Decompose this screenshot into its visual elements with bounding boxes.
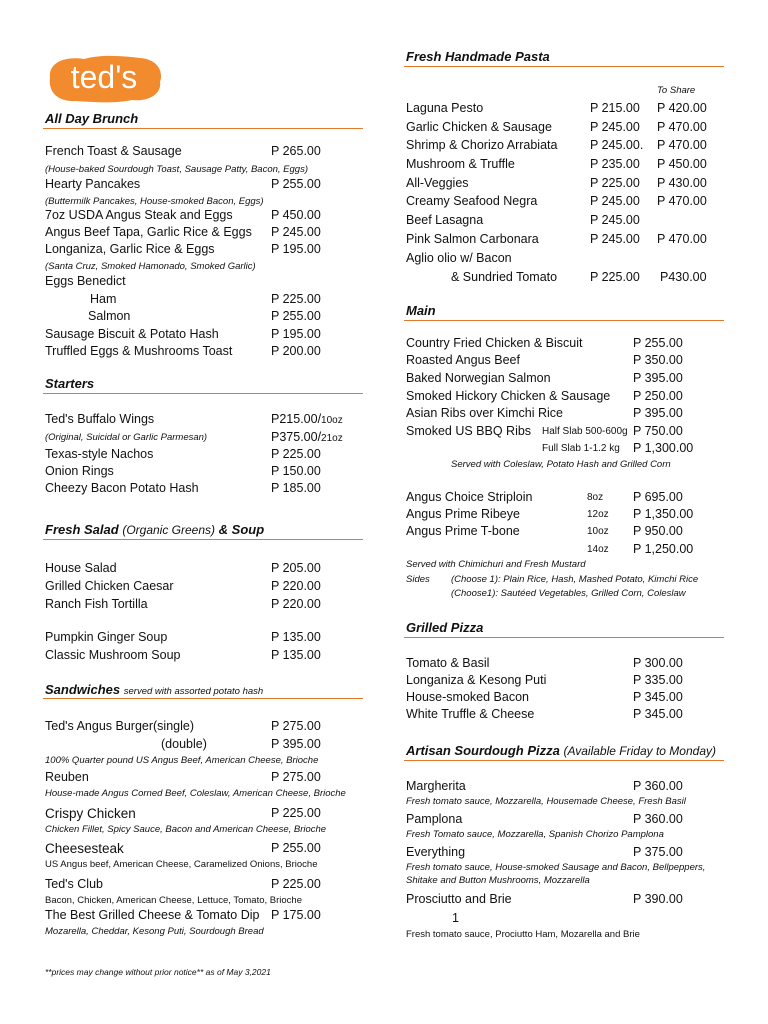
- pasta-item-price: P 225.00: [590, 176, 640, 190]
- pasta-item-name: Mushroom & Truffle: [406, 157, 515, 171]
- brunch-item-name: Ham: [90, 292, 117, 306]
- steak-item-size: 10oz: [587, 526, 609, 537]
- sandwich-item-price: P 225.00: [271, 877, 321, 891]
- wings-note: (Original, Suicidal or Garlic Parmesan): [45, 432, 208, 443]
- sandwich-item-price: P 255.00: [271, 841, 321, 855]
- pasta-item-price: P 245.00.: [590, 138, 644, 152]
- sandwich-item-note: House-made Angus Corned Beef, Coleslaw, American Cheese, Brioche: [45, 788, 346, 799]
- pasta-item-share-price: P 470.00: [657, 194, 707, 208]
- pizza-item-price: P 300.00: [633, 656, 683, 670]
- starter-item-name: Onion Rings: [45, 464, 114, 478]
- pasta-item-name: Garlic Chicken & Sausage: [406, 120, 552, 134]
- steak-item-price: P 950.00: [633, 524, 683, 538]
- brunch-item-name: Sausage Biscuit & Potato Hash: [45, 327, 219, 341]
- burger-note: 100% Quarter pound US Angus Beef, American Cheese, Brioche: [45, 755, 319, 766]
- sourdough-item-note: Fresh tomato sauce, Mozzarella, Housemade Cheese, Fresh Basil: [406, 796, 686, 807]
- pasta-item-share-price: P 450.00: [657, 157, 707, 171]
- brunch-item-name: French Toast & Sausage: [45, 144, 182, 158]
- sourdough-item-price: P 360.00: [633, 812, 683, 826]
- sourdough-item-price: P 375.00: [633, 845, 683, 859]
- brunch-item-note: (House-baked Sourdough Toast, Sausage Patty, Bacon, Eggs): [45, 164, 308, 175]
- logo: [44, 50, 164, 106]
- starter-item-price: P 185.00: [271, 481, 321, 495]
- burger-name: Ted's Angus Burger(single): [45, 719, 194, 733]
- sourdough-item-note: Shitake and Button Mushrooms, Mozzarella: [406, 875, 590, 886]
- brunch-item-price: P 200.00: [271, 344, 321, 358]
- sourdough-title: Artisan Sourdough Pizza (Available Friday to Monday): [406, 743, 716, 758]
- brunch-item-price: P 450.00: [271, 208, 321, 222]
- steak-item-price: P 1,350.00: [633, 507, 694, 521]
- salad-rule: [43, 539, 363, 540]
- sandwich-item-note: Mozarella, Cheddar, Kesong Puti, Sourdough Bread: [45, 926, 264, 937]
- sourdough-item-name: Everything: [406, 845, 466, 859]
- sourdough-rule: [404, 760, 724, 761]
- pizza-item-name: Longaniza & Kesong Puti: [406, 673, 547, 687]
- sourdough-item-name: Margherita: [406, 779, 466, 793]
- sandwich-item-note: Chicken Fillet, Spicy Sauce, Bacon and American Cheese, Brioche: [45, 824, 327, 835]
- pasta-rule: [404, 66, 724, 67]
- main-item-name: Smoked Hickory Chicken & Sausage: [406, 389, 611, 403]
- starter-item-price: P 150.00: [271, 464, 321, 478]
- sourdough-item-note: Fresh Tomato sauce, Mozzarella, Spanish Chorizo Pamplona: [406, 829, 664, 840]
- ribs-name: Smoked US BBQ Ribs: [406, 424, 532, 438]
- steak-sides-label: Sides: [406, 574, 430, 585]
- ribs-note: Served with Coleslaw, Potato Hash and Grilled Corn: [451, 459, 671, 470]
- brunch-item-price: P 195.00: [271, 327, 321, 341]
- steak-item-size: 12oz: [587, 509, 609, 520]
- pasta-item-share-price: P430.00: [660, 270, 707, 284]
- brunch-item-name: Salmon: [88, 309, 131, 323]
- ribs-half-label: Half Slab 500-600g: [542, 426, 628, 437]
- main-item-name: Baked Norwegian Salmon: [406, 371, 551, 385]
- sandwich-item-name: Reuben: [45, 770, 89, 784]
- salad-item-price: P 135.00: [271, 648, 321, 662]
- sandwich-item-price: P 175.00: [271, 908, 321, 922]
- sandwich-item-note: US Angus beef, American Cheese, Caramelized Onions, Brioche: [45, 859, 318, 870]
- main-title: Main: [406, 303, 436, 318]
- pasta-item-name: Beef Lasagna: [406, 213, 484, 227]
- pasta-item-price: P 225.00: [590, 270, 640, 284]
- steak-sides-1: (Choose 1): Plain Rice, Hash, Mashed Potato, Kimchi Rice: [451, 574, 699, 585]
- brunch-item-price: P 255.00: [271, 309, 321, 323]
- main-item-price: P 350.00: [633, 353, 683, 367]
- brunch-item-price: P 195.00: [271, 242, 321, 256]
- pasta-item-name: Laguna Pesto: [406, 101, 484, 115]
- pasta-item-share-price: P 420.00: [657, 101, 707, 115]
- salad-item-price: P 135.00: [271, 630, 321, 644]
- wings-name: Ted's Buffalo Wings: [45, 412, 155, 426]
- steak-item-size: 14oz: [587, 544, 609, 555]
- pasta-title: Fresh Handmade Pasta: [406, 49, 550, 64]
- brunch-item-price: P 245.00: [271, 225, 321, 239]
- main-item-price: P 250.00: [633, 389, 683, 403]
- steak-item-size: 8oz: [587, 492, 604, 503]
- burger-double-price: P 395.00: [271, 737, 321, 751]
- pasta-item-share-price: P 430.00: [657, 176, 707, 190]
- main-item-price: P 395.00: [633, 406, 683, 420]
- brunch-item-name: 7oz USDA Angus Steak and Eggs: [45, 208, 233, 222]
- pasta-item-price: P 235.00: [590, 157, 640, 171]
- sandwiches-rule: [43, 698, 363, 699]
- salad-item-price: P 220.00: [271, 597, 321, 611]
- salad-item-name: Classic Mushroom Soup: [45, 648, 181, 662]
- pasta-item-name: Pink Salmon Carbonara: [406, 232, 539, 246]
- wings-price-10oz: P215.00/10oz: [271, 412, 343, 426]
- main-item-name: Roasted Angus Beef: [406, 353, 520, 367]
- brunch-item-name: Eggs Benedict: [45, 274, 126, 288]
- pasta-item-price: P 245.00: [590, 120, 640, 134]
- pasta-item-price: P 245.00: [590, 194, 640, 208]
- brunch-item-name: Angus Beef Tapa, Garlic Rice & Eggs: [45, 225, 252, 239]
- brunch-item-name: Truffled Eggs & Mushrooms Toast: [45, 344, 233, 358]
- main-item-price: P 395.00: [633, 371, 683, 385]
- sourdough-item-name: Prosciutto and Brie: [406, 892, 512, 906]
- salad-item-price: P 205.00: [271, 561, 321, 575]
- starter-item-price: P 225.00: [271, 447, 321, 461]
- ribs-full-price: P 1,300.00: [633, 441, 694, 455]
- main-rule: [404, 320, 724, 321]
- steak-note: Served with Chimichuri and Fresh Mustard: [406, 559, 586, 570]
- pizza-item-name: House-smoked Bacon: [406, 690, 529, 704]
- pasta-item-name: Creamy Seafood Negra: [406, 194, 538, 208]
- pasta-item-name: All-Veggies: [406, 176, 469, 190]
- brunch-item-price: P 265.00: [271, 144, 321, 158]
- sandwich-item-price: P 275.00: [271, 770, 321, 784]
- brunch-title: All Day Brunch: [45, 111, 139, 126]
- pasta-item-price: P 245.00: [590, 213, 640, 227]
- starters-rule: [43, 393, 363, 394]
- brunch-rule: [43, 128, 363, 129]
- steak-item-name: Angus Prime T-bone: [406, 524, 520, 538]
- salad-item-name: Grilled Chicken Caesar: [45, 579, 174, 593]
- wings-price-21oz: P375.00/21oz: [271, 430, 343, 444]
- sandwich-item-name: Cheesesteak: [45, 841, 124, 856]
- salad-title: Fresh Salad (Organic Greens) & Soup: [45, 522, 265, 537]
- brunch-item-price: P 225.00: [271, 292, 321, 306]
- sandwich-item-name: The Best Grilled Cheese & Tomato Dip: [45, 908, 260, 922]
- sourdough-item-note: Fresh tomato sauce, House-smoked Sausage and Bacon, Bellpeppers,: [406, 862, 706, 873]
- burger-price: P 275.00: [271, 719, 321, 733]
- pizza-item-name: White Truffle & Cheese: [406, 707, 535, 721]
- salad-item-name: Pumpkin Ginger Soup: [45, 630, 168, 644]
- burger-double-label: (double): [161, 737, 207, 751]
- sourdough-item-price: P 360.00: [633, 779, 683, 793]
- pasta-item-share-price: P 470.00: [657, 138, 707, 152]
- pizza-title: Grilled Pizza: [406, 620, 484, 635]
- steak-item-price: P 695.00: [633, 490, 683, 504]
- pizza-item-price: P 335.00: [633, 673, 683, 687]
- salad-item-name: House Salad: [45, 561, 117, 575]
- starter-item-name: Texas-style Nachos: [45, 447, 154, 461]
- sandwich-item-price: P 225.00: [271, 806, 321, 820]
- footer-note: **prices may change without prior notice** as of May 3,2021: [45, 967, 271, 977]
- brunch-item-note: (Santa Cruz, Smoked Hamonado, Smoked Garlic): [45, 261, 256, 272]
- steak-item-name: Angus Choice Striploin: [406, 490, 533, 504]
- sourdough-item-price: P 390.00: [633, 892, 683, 906]
- sourdough-item-name: Pamplona: [406, 812, 463, 826]
- pizza-item-price: P 345.00: [633, 707, 683, 721]
- pasta-item-price: P 215.00: [590, 101, 640, 115]
- pasta-item-name: Shrimp & Chorizo Arrabiata: [406, 138, 558, 152]
- main-item-name: Country Fried Chicken & Biscuit: [406, 336, 583, 350]
- starter-item-name: Cheezy Bacon Potato Hash: [45, 481, 199, 495]
- brunch-item-note: (Buttermilk Pancakes, House-smoked Bacon, Eggs): [45, 196, 264, 207]
- brunch-item-name: Longaniza, Garlic Rice & Eggs: [45, 242, 215, 256]
- sandwich-item-note: Bacon, Chicken, American Cheese, Lettuce, Tomato, Brioche: [45, 895, 302, 906]
- starters-title: Starters: [45, 376, 95, 391]
- stray-number: 1: [452, 911, 459, 925]
- pasta-item-name: & Sundried Tomato: [451, 270, 558, 284]
- brunch-item-name: Hearty Pancakes: [45, 177, 141, 191]
- pasta-item-name: Aglio olio w/ Bacon: [406, 251, 512, 265]
- steak-item-name: Angus Prime Ribeye: [406, 507, 520, 521]
- main-item-price: P 255.00: [633, 336, 683, 350]
- pasta-item-share-price: P 470.00: [657, 120, 707, 134]
- pasta-item-price: P 245.00: [590, 232, 640, 246]
- pizza-item-name: Tomato & Basil: [406, 656, 490, 670]
- salad-item-price: P 220.00: [271, 579, 321, 593]
- pasta-item-share-price: P 470.00: [657, 232, 707, 246]
- ribs-full-label: Full Slab 1-1.2 kg: [542, 443, 620, 454]
- prosciutto-note: Fresh tomato sauce, Prociutto Ham, Mozarella and Brie: [406, 929, 640, 940]
- sandwich-item-name: Crispy Chicken: [45, 806, 136, 821]
- brunch-item-price: P 255.00: [271, 177, 321, 191]
- steak-sides-2: (Choose1): Sautéed Vegetables, Grilled Corn, Coleslaw: [451, 588, 686, 599]
- main-item-name: Asian Ribs over Kimchi Rice: [406, 406, 563, 420]
- sandwiches-title: Sandwiches served with assorted potato hash: [45, 682, 264, 697]
- pizza-item-price: P 345.00: [633, 690, 683, 704]
- ribs-half-price: P 750.00: [633, 424, 683, 438]
- sandwich-item-name: Ted's Club: [45, 877, 103, 891]
- steak-item-price: P 1,250.00: [633, 542, 694, 556]
- salad-item-name: Ranch Fish Tortilla: [45, 597, 148, 611]
- to-share-label: To Share: [657, 85, 696, 96]
- logo-text: ted's: [70, 59, 138, 95]
- pizza-rule: [404, 637, 724, 638]
